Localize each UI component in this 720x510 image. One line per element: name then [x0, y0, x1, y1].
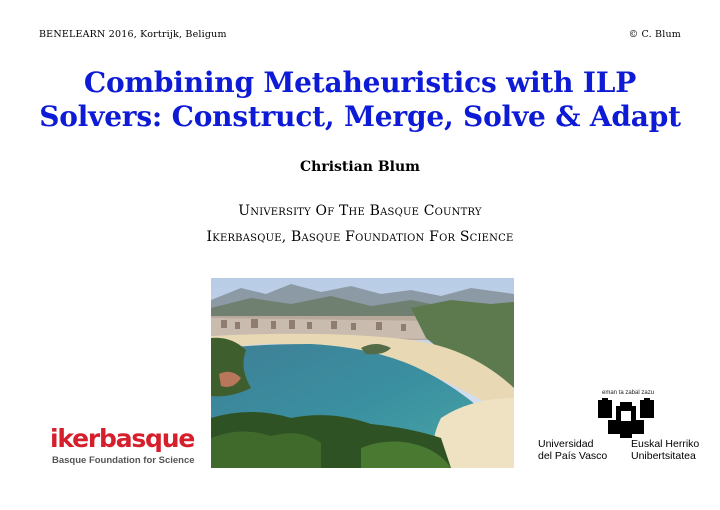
slide-title-line-1: Combining Metaheuristics with ILP [83, 66, 637, 99]
ikerbasque-wordmark: ikerbasque [50, 424, 195, 453]
ehu-motto: eman ta zabal zazu [602, 390, 655, 396]
slide-title-line-2: Solvers: Construct, Merge, Solve & Adapt [39, 100, 681, 133]
header-copyright: © C. Blum [628, 29, 681, 40]
affiliation-ikerbasque: Ikerbasque, Basque Foundation For Science [206, 229, 514, 245]
ehu-emblem-icon [598, 398, 654, 442]
header-event: BENELEARN 2016, Kortrijk, Beligum [39, 29, 227, 40]
affiliation-university: University Of The Basque Country [238, 203, 482, 219]
bay-photo [211, 278, 514, 468]
ehu-spanish-line-2: del País Vasco [538, 450, 608, 462]
ehu-basque-line-1: Euskal Herriko [631, 438, 700, 450]
author-name: Christian Blum [300, 159, 420, 175]
ehu-basque-name [631, 438, 699, 462]
slide-title [0, 66, 720, 134]
ehu-logo [538, 390, 708, 470]
ehu-spanish-name [538, 438, 607, 462]
ikerbasque-tagline: Basque Foundation for Science [52, 455, 195, 466]
ehu-spanish-line-1: Universidad [538, 438, 594, 450]
ehu-basque-line-2: Unibertsitatea [631, 450, 696, 462]
ikerbasque-logo [50, 424, 195, 470]
